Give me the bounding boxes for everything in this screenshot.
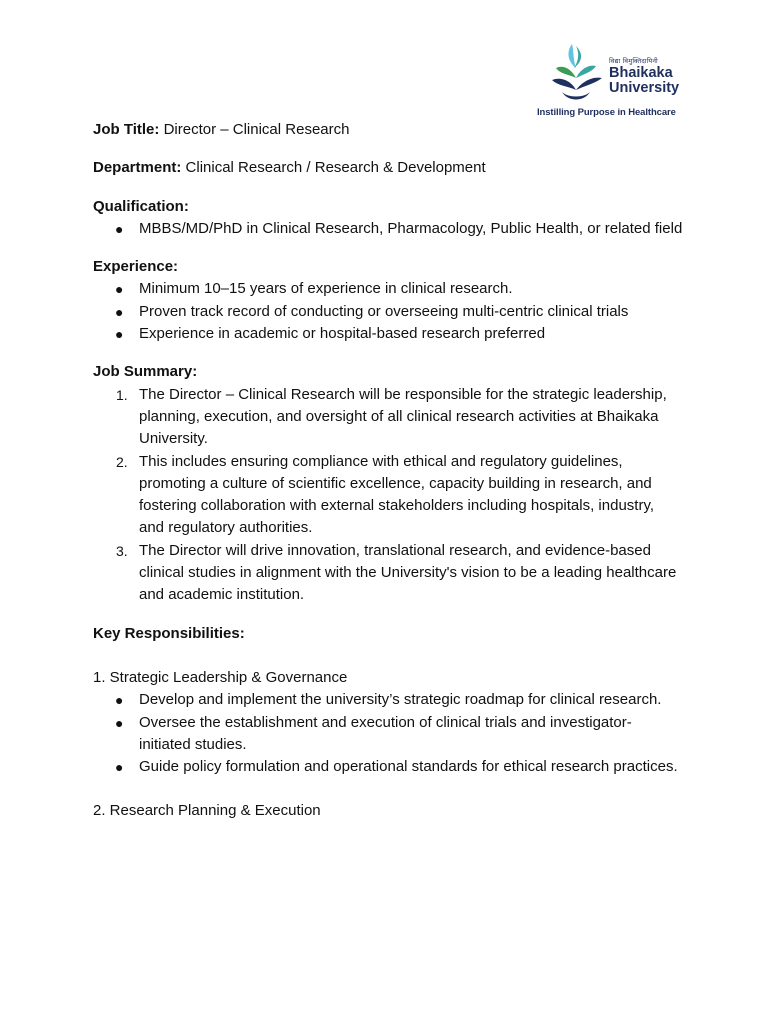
list-number: 3.: [116, 542, 128, 559]
logo-emblem-icon: [546, 40, 608, 106]
list-item: 1. The Director – Clinical Research will be responsible for the strategic leadership, planning, execution, and oversight of all clinical research activities at Bhaikaka University.: [116, 385, 667, 448]
logo-tagline: Instilling Purpose in Healthcare: [537, 107, 676, 118]
bullet-icon: ●: [115, 220, 124, 237]
logo-name-line2: University: [609, 80, 680, 96]
experience-list: [93, 278, 683, 345]
list-item: ● Proven track record of conducting or overseeing multi-centric clinical trials: [93, 301, 683, 323]
list-item: ● Develop and implement the university’s strategic roadmap for clinical research.: [93, 689, 683, 711]
list-item: 3. The Director will drive innovation, translational research, and evidence-based clinical studies in alignment with the University's vision to be a leading healthcare and academic institution.: [116, 541, 677, 604]
department-label: Department:: [93, 159, 182, 177]
qualification-list: [93, 218, 683, 240]
responsibility-section-title: 2. Research Planning & Execution: [93, 802, 321, 820]
job-description-document: [93, 119, 683, 823]
job-title-label: Job Title:: [93, 121, 160, 138]
job-title-value: Director – Clinical Research: [159, 121, 350, 138]
logo-motto: विद्या विमुक्तिदायिनी: [609, 57, 658, 65]
list-item: ● Minimum 10–15 years of experience in clinical research.: [93, 278, 683, 300]
job-summary-heading: Job Summary:: [93, 363, 198, 381]
bullet-icon: ●: [115, 303, 124, 320]
bullet-icon: ●: [115, 281, 124, 298]
bullet-icon: ●: [115, 714, 124, 731]
logo-name-line1: Bhaikaka: [609, 65, 673, 81]
department-line: [93, 157, 683, 179]
responsibility-section-title: 1. Strategic Leadership & Governance: [93, 668, 348, 686]
bullet-icon: ●: [115, 759, 124, 776]
list-item: ● Experience in academic or hospital-based research preferred: [93, 323, 683, 345]
job-title-line: [93, 119, 683, 141]
list-number: 2.: [116, 453, 128, 470]
qualification-heading: Qualification:: [93, 197, 189, 215]
list-number: 1.: [116, 386, 128, 403]
list-item: ● Oversee the establishment and execution of clinical trials and investigator-initiated studies.: [115, 713, 632, 753]
list-item: 2. This includes ensuring compliance with ethical and regulatory guidelines, promoting a culture of scientific excellence, capacity building in research, and fostering collaboration with external stakeholders including hospitals, industry, and regulatory authorities.: [116, 452, 655, 537]
department-value: Clinical Research / Research & Development: [181, 159, 486, 177]
experience-heading: Experience:: [93, 258, 179, 276]
bullet-icon: ●: [115, 326, 124, 343]
logo-wordmark: [609, 66, 679, 96]
bullet-icon: ●: [115, 692, 124, 709]
job-summary-list: [93, 384, 683, 607]
list-item: ● MBBS/MD/PhD in Clinical Research, Pharmacology, Public Health, or related field: [93, 218, 683, 240]
key-responsibilities-heading: Key Responsibilities:: [93, 624, 245, 642]
responsibility-list: [93, 689, 683, 778]
university-logo: [537, 40, 686, 122]
list-item: ● Guide policy formulation and operational standards for ethical research practices.: [93, 756, 683, 778]
